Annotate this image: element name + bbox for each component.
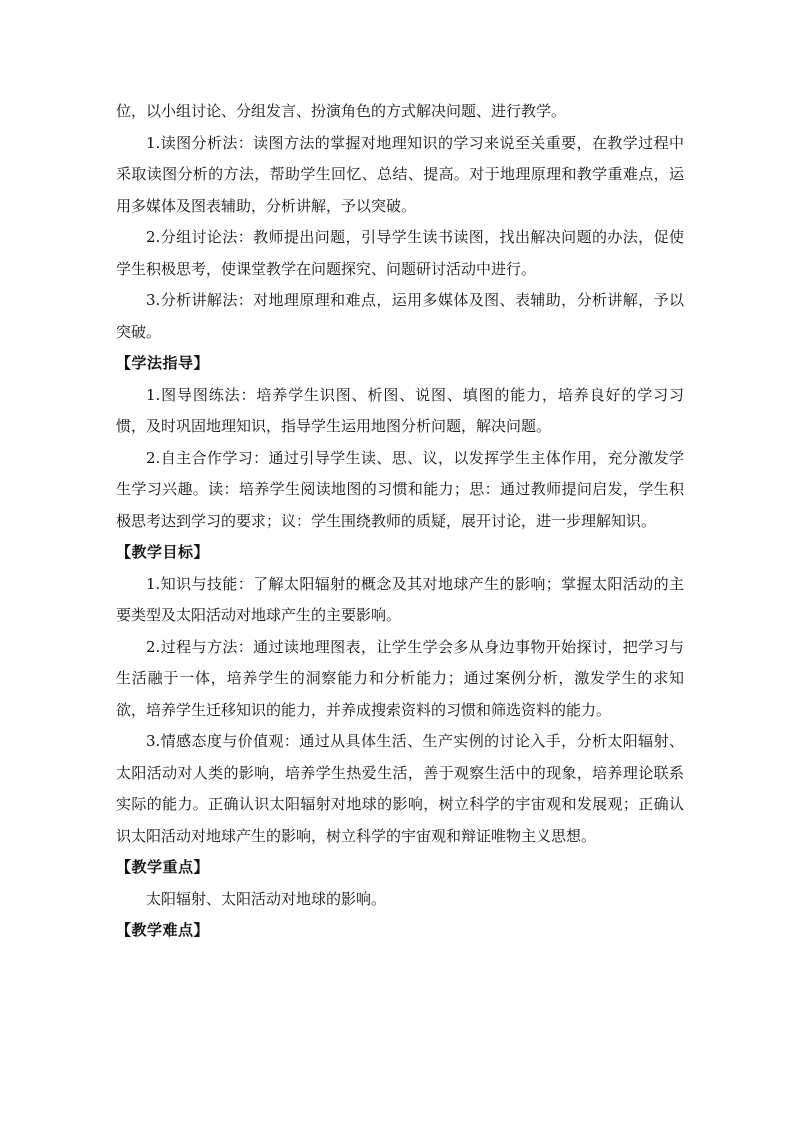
paragraph-process-methods: 2.过程与方法：通过读地理图表，让学生学会多从身边事物开始探讨，把学习与生活融于一体，培养学生的洞察能力和分析能力；通过案例分析，激发学生的求知欲，培养学生迁移知识的能力，并养成搜索资料的习惯和筛选资料的能力。 bbox=[116, 637, 684, 719]
paragraph-knowledge-skills: 1.知识与技能：了解太阳辐射的概念及其对地球产生的影响；掌握太阳活动的主要类型及太阳活动对地球产生的主要影响。 bbox=[116, 574, 684, 624]
paragraph-cooperative-learning: 2.自主合作学习：通过引导学生读、思、议，以发挥学生主体作用，充分激发学生学习兴趣。读：培养学生阅读地图的习惯和能力；思：通过教师提问启发，学生积极思考达到学习的要求；议：学生围绕教师的质疑，展开讨论，进一步理解知识。 bbox=[116, 448, 684, 530]
heading-key-points: 【教学重点】 bbox=[116, 858, 210, 876]
heading-teaching-goals: 【教学目标】 bbox=[116, 543, 210, 561]
paragraph-reading-analysis: 1.读图分析法：读图方法的掌握对地理知识的学习来说至关重要，在教学过程中采取读图分析的方法，帮助学生回忆、总结、提高。对于地理原理和教学重难点，运用多媒体及图表辅助，分析讲解，予以突破。 bbox=[116, 133, 684, 215]
paragraph-continuation: 位，以小组讨论、分组发言、扮演角色的方式解决问题、进行教学。 bbox=[116, 102, 567, 120]
document-page bbox=[116, 96, 684, 947]
paragraph-group-discussion: 2.分组讨论法：教师提出问题，引导学生读书读图，找出解决问题的办法，促使学生积极思考，使课堂教学在问题探究、问题研讨活动中进行。 bbox=[116, 228, 684, 278]
paragraph-analysis-explanation: 3.分析讲解法：对地理原理和难点，运用多媒体及图、表辅助，分析讲解，予以突破。 bbox=[116, 291, 684, 341]
paragraph-key-points-content: 太阳辐射、太阳活动对地球的影响。 bbox=[146, 889, 387, 908]
heading-study-guidance: 【学法指导】 bbox=[116, 354, 210, 372]
heading-difficult-points: 【教学难点】 bbox=[116, 921, 210, 939]
paragraph-map-practice: 1.图导图练法：培养学生识图、析图、说图、填图的能力，培养良好的学习习惯，及时巩固地理知识，指导学生运用地图分析问题，解决问题。 bbox=[116, 385, 684, 435]
paragraph-attitude-values: 3.情感态度与价值观：通过从具体生活、生产实例的讨论入手，分析太阳辐射、太阳活动对人类的影响，培养学生热爱生活，善于观察生活中的现象，培养理论联系实际的能力。正确认识太阳辐射对地球的影响，树立科学的宇宙观和发展观；正确认识太阳活动对地球产生的影响，树立科学的宇宙观和辩证唯物主义思想。 bbox=[116, 732, 684, 845]
